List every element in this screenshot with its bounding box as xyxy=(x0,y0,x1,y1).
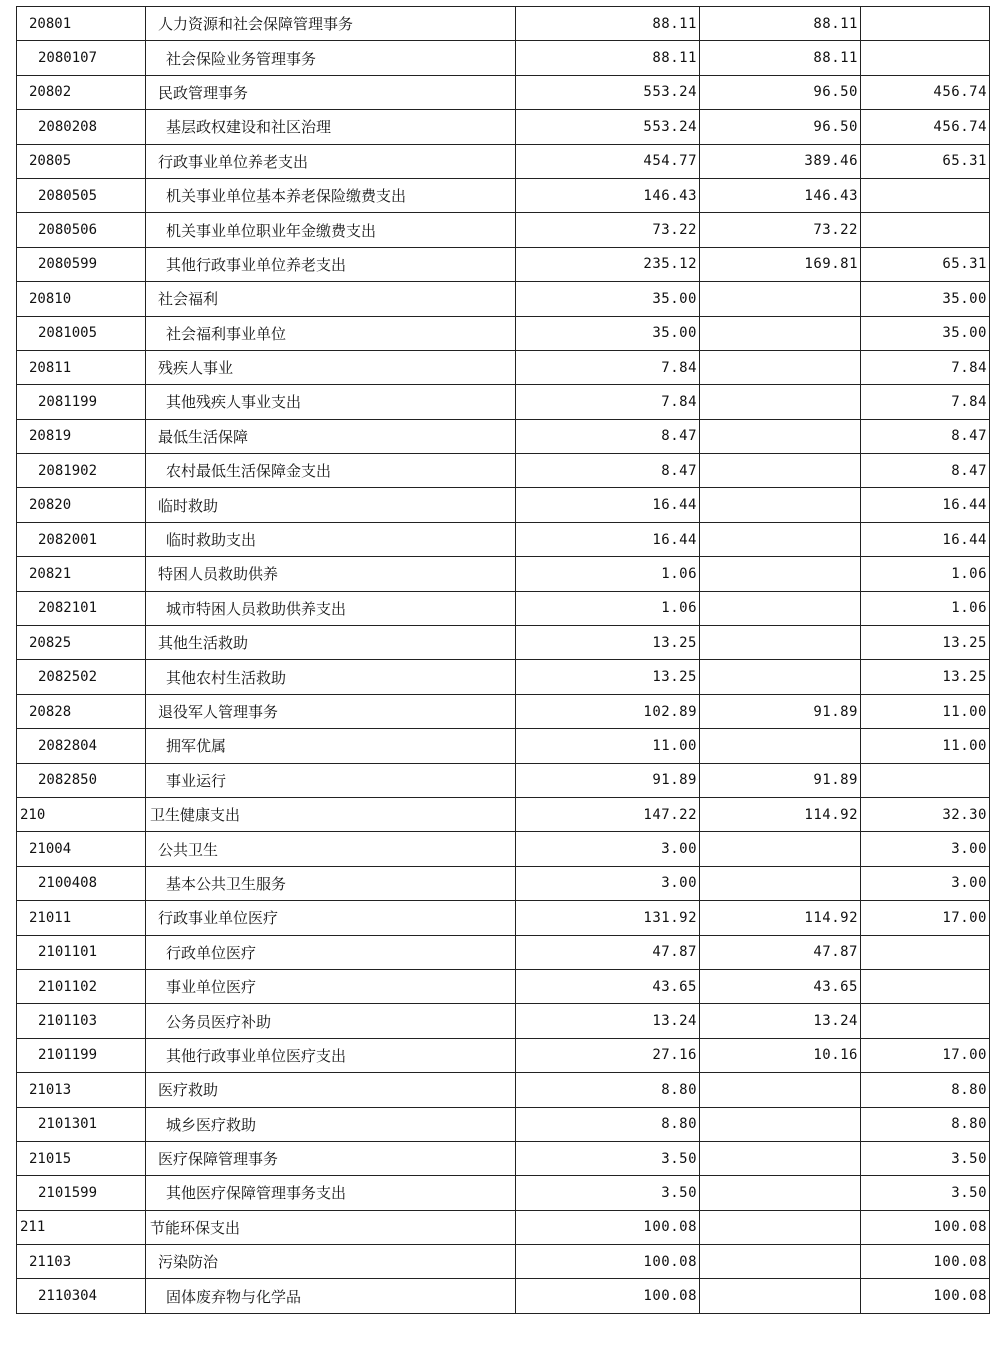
subject-code-cell: 20828 xyxy=(17,694,146,728)
subject-name-cell: 行政单位医疗 xyxy=(146,935,516,969)
subject-code-cell: 2082850 xyxy=(17,763,146,797)
project-expenditure-cell: 7.84 xyxy=(861,385,990,419)
total-amount-cell: 7.84 xyxy=(516,385,700,419)
table-row xyxy=(17,969,990,1003)
subject-code-cell: 2082502 xyxy=(17,660,146,694)
subject-name-cell: 城市特困人员救助供养支出 xyxy=(146,591,516,625)
project-expenditure-cell xyxy=(861,1004,990,1038)
total-amount-cell: 16.44 xyxy=(516,522,700,556)
subject-code-cell: 21011 xyxy=(17,901,146,935)
total-amount-cell: 16.44 xyxy=(516,488,700,522)
basic-expenditure-cell xyxy=(700,282,861,316)
subject-code-cell: 2101301 xyxy=(17,1107,146,1141)
total-amount-cell: 3.50 xyxy=(516,1141,700,1175)
total-amount-cell: 3.00 xyxy=(516,832,700,866)
subject-name-cell: 临时救助支出 xyxy=(146,522,516,556)
basic-expenditure-cell xyxy=(700,626,861,660)
subject-name-cell: 污染防治 xyxy=(146,1245,516,1279)
project-expenditure-cell: 3.00 xyxy=(861,832,990,866)
basic-expenditure-cell: 13.24 xyxy=(700,1004,861,1038)
subject-name-cell: 其他残疾人事业支出 xyxy=(146,385,516,419)
subject-name-cell: 拥军优属 xyxy=(146,729,516,763)
subject-name-cell: 其他医疗保障管理事务支出 xyxy=(146,1176,516,1210)
total-amount-cell: 7.84 xyxy=(516,350,700,384)
subject-code-cell: 2081902 xyxy=(17,454,146,488)
total-amount-cell: 88.11 xyxy=(516,41,700,75)
subject-name-cell: 其他行政事业单位医疗支出 xyxy=(146,1038,516,1072)
subject-name-cell: 节能环保支出 xyxy=(146,1210,516,1244)
subject-code-cell: 20820 xyxy=(17,488,146,522)
subject-code-cell: 2082101 xyxy=(17,591,146,625)
total-amount-cell: 235.12 xyxy=(516,247,700,281)
subject-name-cell: 事业单位医疗 xyxy=(146,969,516,1003)
subject-code-cell: 21013 xyxy=(17,1073,146,1107)
subject-code-cell: 21103 xyxy=(17,1245,146,1279)
project-expenditure-cell: 8.80 xyxy=(861,1073,990,1107)
table-row xyxy=(17,7,990,41)
subject-name-cell: 公务员医疗补助 xyxy=(146,1004,516,1038)
basic-expenditure-cell: 389.46 xyxy=(700,144,861,178)
subject-code-cell: 210 xyxy=(17,797,146,831)
table-row xyxy=(17,866,990,900)
total-amount-cell: 27.16 xyxy=(516,1038,700,1072)
basic-expenditure-cell xyxy=(700,832,861,866)
subject-code-cell: 20805 xyxy=(17,144,146,178)
project-expenditure-cell: 17.00 xyxy=(861,1038,990,1072)
basic-expenditure-cell xyxy=(700,1176,861,1210)
subject-name-cell: 最低生活保障 xyxy=(146,419,516,453)
total-amount-cell: 43.65 xyxy=(516,969,700,1003)
total-amount-cell: 553.24 xyxy=(516,75,700,109)
project-expenditure-cell: 65.31 xyxy=(861,144,990,178)
project-expenditure-cell: 3.50 xyxy=(861,1141,990,1175)
subject-name-cell: 社会保险业务管理事务 xyxy=(146,41,516,75)
total-amount-cell: 454.77 xyxy=(516,144,700,178)
subject-code-cell: 2082804 xyxy=(17,729,146,763)
table-row xyxy=(17,729,990,763)
subject-code-cell: 2101103 xyxy=(17,1004,146,1038)
subject-name-cell: 基本公共卫生服务 xyxy=(146,866,516,900)
basic-expenditure-cell: 96.50 xyxy=(700,75,861,109)
table-row xyxy=(17,763,990,797)
subject-name-cell: 退役军人管理事务 xyxy=(146,694,516,728)
total-amount-cell: 13.24 xyxy=(516,1004,700,1038)
subject-name-cell: 其他农村生活救助 xyxy=(146,660,516,694)
subject-code-cell: 20810 xyxy=(17,282,146,316)
table-row xyxy=(17,350,990,384)
basic-expenditure-cell: 43.65 xyxy=(700,969,861,1003)
project-expenditure-cell: 11.00 xyxy=(861,694,990,728)
budget-table-body xyxy=(17,7,990,1314)
project-expenditure-cell: 17.00 xyxy=(861,901,990,935)
subject-name-cell: 民政管理事务 xyxy=(146,75,516,109)
subject-name-cell: 基层政权建设和社区治理 xyxy=(146,110,516,144)
basic-expenditure-cell: 114.92 xyxy=(700,797,861,831)
project-expenditure-cell: 13.25 xyxy=(861,660,990,694)
subject-name-cell: 公共卫生 xyxy=(146,832,516,866)
subject-code-cell: 20802 xyxy=(17,75,146,109)
table-row xyxy=(17,385,990,419)
subject-name-cell: 农村最低生活保障金支出 xyxy=(146,454,516,488)
project-expenditure-cell: 13.25 xyxy=(861,626,990,660)
subject-code-cell: 21004 xyxy=(17,832,146,866)
table-row xyxy=(17,419,990,453)
table-row xyxy=(17,694,990,728)
basic-expenditure-cell: 114.92 xyxy=(700,901,861,935)
subject-name-cell: 行政事业单位养老支出 xyxy=(146,144,516,178)
total-amount-cell: 553.24 xyxy=(516,110,700,144)
table-row xyxy=(17,591,990,625)
basic-expenditure-cell xyxy=(700,660,861,694)
basic-expenditure-cell xyxy=(700,729,861,763)
subject-code-cell: 2081005 xyxy=(17,316,146,350)
subject-name-cell: 其他行政事业单位养老支出 xyxy=(146,247,516,281)
subject-code-cell: 20801 xyxy=(17,7,146,41)
project-expenditure-cell: 16.44 xyxy=(861,488,990,522)
table-row xyxy=(17,144,990,178)
subject-code-cell: 2101102 xyxy=(17,969,146,1003)
table-row xyxy=(17,832,990,866)
subject-code-cell: 2110304 xyxy=(17,1279,146,1313)
subject-name-cell: 城乡医疗救助 xyxy=(146,1107,516,1141)
project-expenditure-cell: 1.06 xyxy=(861,591,990,625)
project-expenditure-cell: 100.08 xyxy=(861,1210,990,1244)
subject-name-cell: 残疾人事业 xyxy=(146,350,516,384)
table-row xyxy=(17,1038,990,1072)
total-amount-cell: 13.25 xyxy=(516,626,700,660)
subject-name-cell: 其他生活救助 xyxy=(146,626,516,660)
table-row xyxy=(17,1107,990,1141)
table-row xyxy=(17,660,990,694)
basic-expenditure-cell: 91.89 xyxy=(700,763,861,797)
total-amount-cell: 73.22 xyxy=(516,213,700,247)
table-row xyxy=(17,75,990,109)
project-expenditure-cell: 65.31 xyxy=(861,247,990,281)
project-expenditure-cell: 456.74 xyxy=(861,75,990,109)
subject-code-cell: 21015 xyxy=(17,1141,146,1175)
total-amount-cell: 131.92 xyxy=(516,901,700,935)
basic-expenditure-cell xyxy=(700,350,861,384)
basic-expenditure-cell xyxy=(700,591,861,625)
total-amount-cell: 100.08 xyxy=(516,1245,700,1279)
project-expenditure-cell xyxy=(861,935,990,969)
total-amount-cell: 88.11 xyxy=(516,7,700,41)
total-amount-cell: 100.08 xyxy=(516,1279,700,1313)
basic-expenditure-cell xyxy=(700,522,861,556)
subject-code-cell: 2080107 xyxy=(17,41,146,75)
table-row xyxy=(17,1004,990,1038)
basic-expenditure-cell xyxy=(700,454,861,488)
total-amount-cell: 8.47 xyxy=(516,419,700,453)
project-expenditure-cell: 11.00 xyxy=(861,729,990,763)
subject-name-cell: 卫生健康支出 xyxy=(146,797,516,831)
subject-code-cell: 20821 xyxy=(17,557,146,591)
project-expenditure-cell: 7.84 xyxy=(861,350,990,384)
subject-name-cell: 行政事业单位医疗 xyxy=(146,901,516,935)
project-expenditure-cell xyxy=(861,213,990,247)
subject-code-cell: 20811 xyxy=(17,350,146,384)
project-expenditure-cell xyxy=(861,178,990,212)
basic-expenditure-cell: 96.50 xyxy=(700,110,861,144)
subject-name-cell: 机关事业单位职业年金缴费支出 xyxy=(146,213,516,247)
table-row xyxy=(17,522,990,556)
total-amount-cell: 8.80 xyxy=(516,1107,700,1141)
project-expenditure-cell: 8.80 xyxy=(861,1107,990,1141)
table-row xyxy=(17,1176,990,1210)
total-amount-cell: 13.25 xyxy=(516,660,700,694)
table-row xyxy=(17,316,990,350)
project-expenditure-cell: 35.00 xyxy=(861,316,990,350)
table-row xyxy=(17,1245,990,1279)
table-row xyxy=(17,488,990,522)
table-row xyxy=(17,1279,990,1313)
project-expenditure-cell: 100.08 xyxy=(861,1279,990,1313)
table-row xyxy=(17,282,990,316)
total-amount-cell: 35.00 xyxy=(516,316,700,350)
total-amount-cell: 11.00 xyxy=(516,729,700,763)
subject-name-cell: 社会福利事业单位 xyxy=(146,316,516,350)
basic-expenditure-cell: 73.22 xyxy=(700,213,861,247)
subject-name-cell: 临时救助 xyxy=(146,488,516,522)
basic-expenditure-cell xyxy=(700,1141,861,1175)
subject-code-cell: 2082001 xyxy=(17,522,146,556)
project-expenditure-cell: 1.06 xyxy=(861,557,990,591)
subject-code-cell: 2081199 xyxy=(17,385,146,419)
total-amount-cell: 91.89 xyxy=(516,763,700,797)
table-row xyxy=(17,213,990,247)
project-expenditure-cell xyxy=(861,7,990,41)
total-amount-cell: 8.47 xyxy=(516,454,700,488)
subject-code-cell: 2080599 xyxy=(17,247,146,281)
subject-name-cell: 事业运行 xyxy=(146,763,516,797)
basic-expenditure-cell: 88.11 xyxy=(700,41,861,75)
basic-expenditure-cell: 10.16 xyxy=(700,1038,861,1072)
subject-code-cell: 2080506 xyxy=(17,213,146,247)
table-row xyxy=(17,797,990,831)
total-amount-cell: 1.06 xyxy=(516,557,700,591)
basic-expenditure-cell: 47.87 xyxy=(700,935,861,969)
total-amount-cell: 147.22 xyxy=(516,797,700,831)
basic-expenditure-cell: 91.89 xyxy=(700,694,861,728)
subject-code-cell: 211 xyxy=(17,1210,146,1244)
total-amount-cell: 35.00 xyxy=(516,282,700,316)
subject-code-cell: 2101599 xyxy=(17,1176,146,1210)
table-row xyxy=(17,1073,990,1107)
subject-name-cell: 机关事业单位基本养老保险缴费支出 xyxy=(146,178,516,212)
subject-code-cell: 2101101 xyxy=(17,935,146,969)
subject-code-cell: 2100408 xyxy=(17,866,146,900)
subject-code-cell: 2080208 xyxy=(17,110,146,144)
project-expenditure-cell: 100.08 xyxy=(861,1245,990,1279)
basic-expenditure-cell xyxy=(700,1073,861,1107)
subject-name-cell: 社会福利 xyxy=(146,282,516,316)
project-expenditure-cell xyxy=(861,969,990,1003)
table-row xyxy=(17,178,990,212)
total-amount-cell: 100.08 xyxy=(516,1210,700,1244)
table-row xyxy=(17,935,990,969)
table-row xyxy=(17,41,990,75)
budget-table xyxy=(16,6,990,1314)
basic-expenditure-cell xyxy=(700,866,861,900)
project-expenditure-cell: 3.50 xyxy=(861,1176,990,1210)
table-row xyxy=(17,1210,990,1244)
project-expenditure-cell: 8.47 xyxy=(861,454,990,488)
basic-expenditure-cell xyxy=(700,488,861,522)
subject-code-cell: 2101199 xyxy=(17,1038,146,1072)
basic-expenditure-cell xyxy=(700,1107,861,1141)
project-expenditure-cell xyxy=(861,41,990,75)
subject-code-cell: 20825 xyxy=(17,626,146,660)
project-expenditure-cell xyxy=(861,763,990,797)
subject-name-cell: 医疗保障管理事务 xyxy=(146,1141,516,1175)
table-row xyxy=(17,626,990,660)
subject-code-cell: 20819 xyxy=(17,419,146,453)
project-expenditure-cell: 16.44 xyxy=(861,522,990,556)
table-row xyxy=(17,1141,990,1175)
basic-expenditure-cell xyxy=(700,557,861,591)
basic-expenditure-cell xyxy=(700,419,861,453)
basic-expenditure-cell xyxy=(700,316,861,350)
total-amount-cell: 47.87 xyxy=(516,935,700,969)
basic-expenditure-cell: 88.11 xyxy=(700,7,861,41)
table-row xyxy=(17,110,990,144)
basic-expenditure-cell xyxy=(700,1210,861,1244)
total-amount-cell: 3.50 xyxy=(516,1176,700,1210)
project-expenditure-cell: 8.47 xyxy=(861,419,990,453)
table-row xyxy=(17,557,990,591)
total-amount-cell: 102.89 xyxy=(516,694,700,728)
subject-name-cell: 特困人员救助供养 xyxy=(146,557,516,591)
total-amount-cell: 3.00 xyxy=(516,866,700,900)
basic-expenditure-cell: 146.43 xyxy=(700,178,861,212)
total-amount-cell: 1.06 xyxy=(516,591,700,625)
subject-name-cell: 人力资源和社会保障管理事务 xyxy=(146,7,516,41)
subject-name-cell: 医疗救助 xyxy=(146,1073,516,1107)
subject-code-cell: 2080505 xyxy=(17,178,146,212)
basic-expenditure-cell xyxy=(700,1279,861,1313)
basic-expenditure-cell: 169.81 xyxy=(700,247,861,281)
project-expenditure-cell: 32.30 xyxy=(861,797,990,831)
basic-expenditure-cell xyxy=(700,385,861,419)
project-expenditure-cell: 3.00 xyxy=(861,866,990,900)
project-expenditure-cell: 456.74 xyxy=(861,110,990,144)
table-row xyxy=(17,901,990,935)
total-amount-cell: 8.80 xyxy=(516,1073,700,1107)
project-expenditure-cell: 35.00 xyxy=(861,282,990,316)
basic-expenditure-cell xyxy=(700,1245,861,1279)
table-row xyxy=(17,454,990,488)
total-amount-cell: 146.43 xyxy=(516,178,700,212)
table-row xyxy=(17,247,990,281)
subject-name-cell: 固体废弃物与化学品 xyxy=(146,1279,516,1313)
